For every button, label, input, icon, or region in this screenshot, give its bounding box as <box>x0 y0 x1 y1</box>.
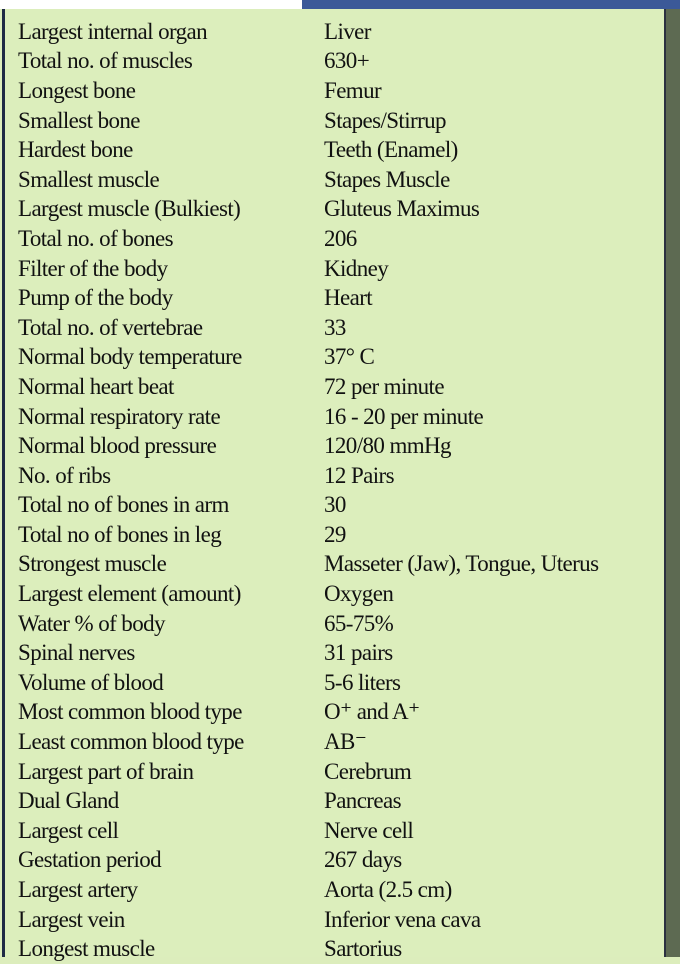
row-label: Largest muscle (Bulkiest) <box>18 196 241 222</box>
top-strip <box>0 0 302 9</box>
row-label: Spinal nerves <box>18 640 135 666</box>
table-row <box>18 47 663 77</box>
row-value: 37° C <box>324 344 375 370</box>
table-row <box>18 254 663 284</box>
row-label: Smallest bone <box>18 107 140 133</box>
page-edge-shadow <box>666 9 680 957</box>
row-value: 630+ <box>324 48 370 74</box>
table-row <box>18 165 663 195</box>
row-label: Largest internal organ <box>18 18 208 44</box>
row-value: Heart <box>324 285 373 311</box>
table-row <box>18 934 663 964</box>
table-row <box>18 727 663 757</box>
row-label: Total no. of muscles <box>18 48 193 74</box>
row-value: Oxygen <box>324 581 394 607</box>
table-row <box>18 313 663 343</box>
table-row <box>18 283 663 313</box>
top-bar <box>302 0 680 9</box>
row-label: Normal body temperature <box>18 344 242 370</box>
row-label: Smallest muscle <box>18 166 160 192</box>
row-label: Longest muscle <box>18 936 155 962</box>
row-label: Volume of blood <box>18 669 164 695</box>
row-label: Least common blood type <box>18 729 244 755</box>
row-value: Kidney <box>324 255 389 281</box>
table-row <box>18 461 663 491</box>
row-value: 30 <box>324 492 346 518</box>
row-value: Liver <box>324 18 371 44</box>
table-row <box>18 609 663 639</box>
row-label: Pump of the body <box>18 285 173 311</box>
row-label: Water % of body <box>18 610 165 636</box>
row-value: Gluteus Maximus <box>324 196 480 222</box>
row-value: Masseter (Jaw), Tongue, Uterus <box>324 551 599 577</box>
row-label: Largest element (amount) <box>18 581 241 607</box>
row-value: Sartorius <box>324 936 402 962</box>
row-label: Filter of the body <box>18 255 168 281</box>
table-row <box>18 668 663 698</box>
row-value: 29 <box>324 521 346 547</box>
table-row <box>18 76 663 106</box>
facts-table <box>18 17 663 964</box>
row-value: 31 pairs <box>324 640 393 666</box>
row-label: Total no. of bones <box>18 225 173 251</box>
row-label: Most common blood type <box>18 699 242 725</box>
row-label: Largest vein <box>18 906 125 932</box>
table-row <box>18 431 663 461</box>
row-value: 120/80 mmHg <box>324 433 451 459</box>
row-label: Normal respiratory rate <box>18 403 221 429</box>
row-label: Strongest muscle <box>18 551 167 577</box>
row-value: 206 <box>324 225 357 251</box>
table-row <box>18 402 663 432</box>
table-row <box>18 520 663 550</box>
row-label: Largest part of brain <box>18 758 194 784</box>
row-label: Longest bone <box>18 77 136 103</box>
table-row <box>18 224 663 254</box>
row-value: Inferior vena cava <box>324 906 481 932</box>
row-label: Total no of bones in leg <box>18 521 222 547</box>
row-label: Total no. of vertebrae <box>18 314 203 340</box>
document-sheet <box>2 9 666 962</box>
table-row <box>18 638 663 668</box>
table-row <box>18 550 663 580</box>
table-row <box>18 875 663 905</box>
row-value: 267 days <box>324 847 402 873</box>
row-value: Femur <box>324 77 382 103</box>
table-row <box>18 106 663 136</box>
row-label: Dual Gland <box>18 788 119 814</box>
row-label: Largest cell <box>18 817 119 843</box>
row-value: Aorta (2.5 cm) <box>324 877 452 903</box>
row-value: Stapes Muscle <box>324 166 450 192</box>
row-value: Teeth (Enamel) <box>324 137 458 163</box>
table-row <box>18 135 663 165</box>
row-label: Normal heart beat <box>18 373 174 399</box>
row-value: 33 <box>324 314 346 340</box>
row-value: 5-6 liters <box>324 669 401 695</box>
row-label: Normal blood pressure <box>18 433 217 459</box>
row-value: 65-75% <box>324 610 394 636</box>
table-row <box>18 343 663 373</box>
row-label: Largest artery <box>18 877 138 903</box>
row-value: O⁺ and A⁺ <box>324 699 420 725</box>
table-row <box>18 905 663 935</box>
row-value: 16 - 20 per minute <box>324 403 484 429</box>
table-row <box>18 372 663 402</box>
row-label: Gestation period <box>18 847 162 873</box>
table-row <box>18 579 663 609</box>
table-row <box>18 816 663 846</box>
row-value: 12 Pairs <box>324 462 394 488</box>
row-value: AB⁻ <box>324 729 367 755</box>
table-row <box>18 757 663 787</box>
row-value: Nerve cell <box>324 817 414 843</box>
table-row <box>18 786 663 816</box>
row-label: Hardest bone <box>18 137 133 163</box>
row-value: Cerebrum <box>324 758 412 784</box>
table-row <box>18 491 663 521</box>
row-value: 72 per minute <box>324 373 444 399</box>
row-label: Total no of bones in arm <box>18 492 229 518</box>
row-label: No. of ribs <box>18 462 111 488</box>
row-value: Stapes/Stirrup <box>324 107 446 133</box>
table-row <box>18 846 663 876</box>
table-row <box>18 17 663 47</box>
row-value: Pancreas <box>324 788 401 814</box>
table-row <box>18 195 663 225</box>
table-row <box>18 698 663 728</box>
